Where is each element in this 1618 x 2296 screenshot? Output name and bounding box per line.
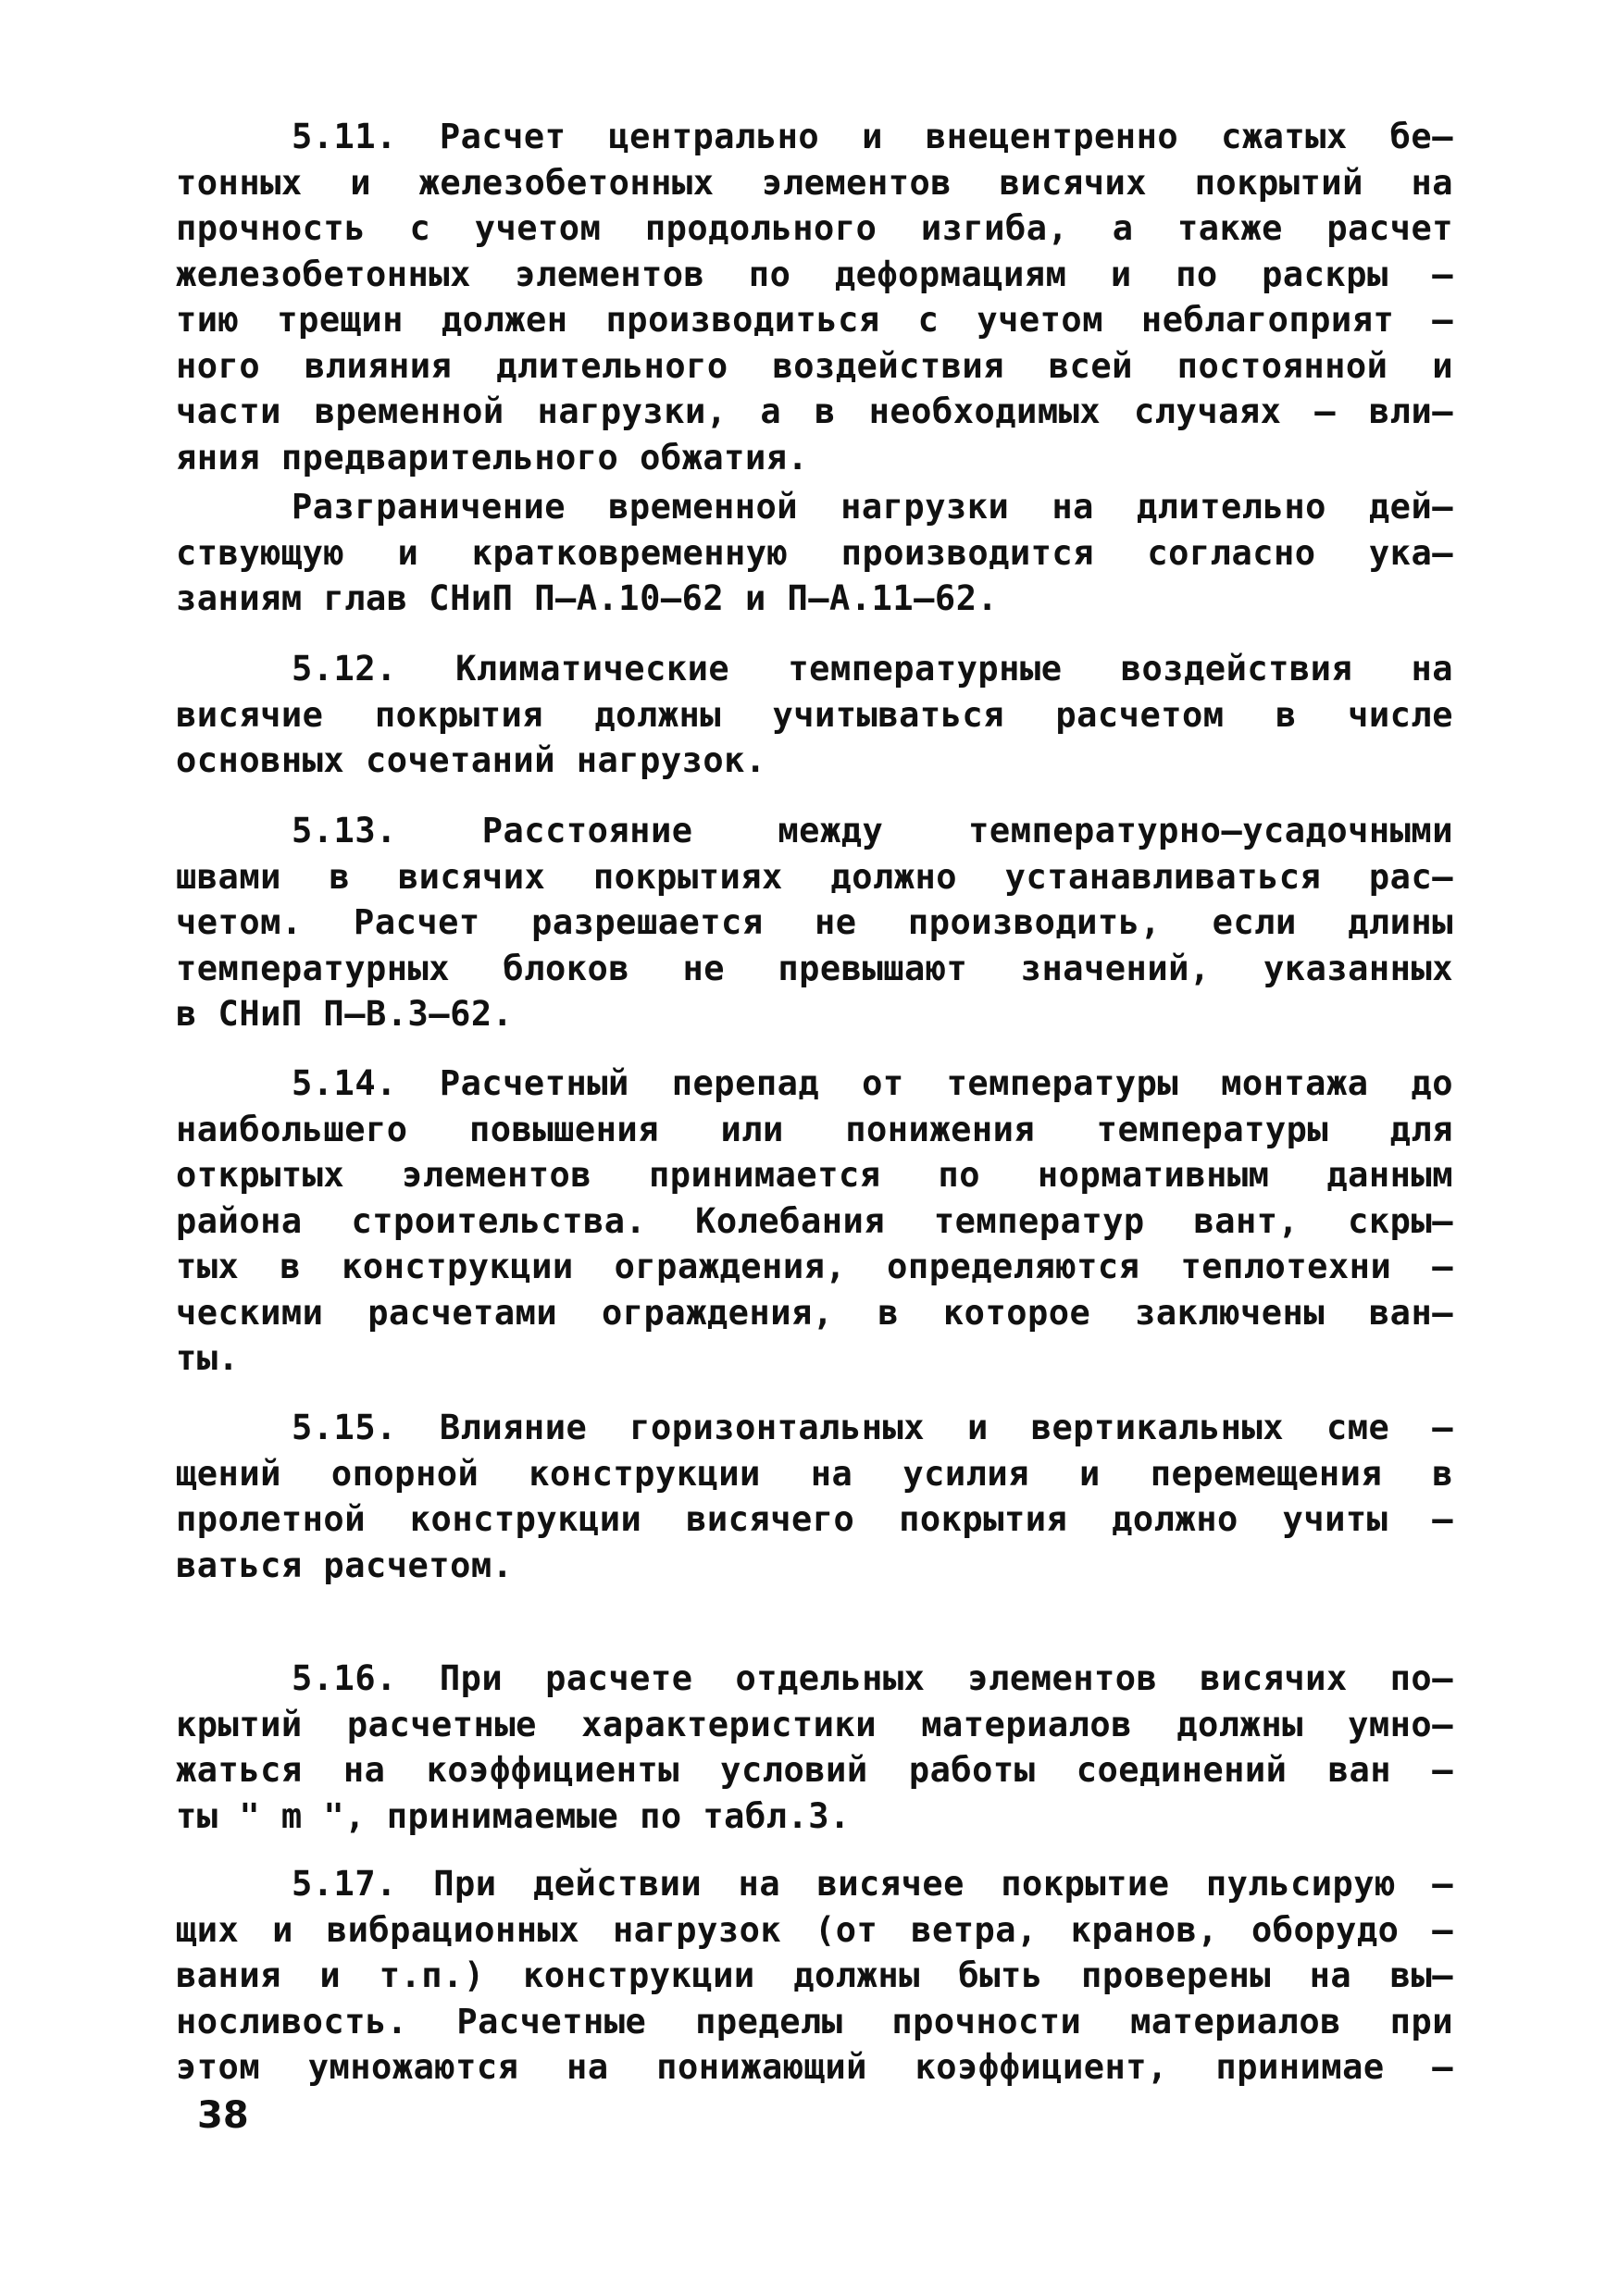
text-line: пролетной конструкции висячего покрытия должно учиты –: [176, 1499, 1453, 1539]
text-line: ты " m ", принимаемые по табл.3.: [176, 1795, 851, 1836]
paragraph-5-11: [176, 114, 1453, 480]
paragraph-5-13: [176, 808, 1453, 1037]
text-line: щих и вибрационных нагрузок (от ветра, кранов, оборудо –: [176, 1909, 1453, 1950]
text-line: наибольшего повышения или понижения температуры для: [176, 1109, 1453, 1149]
text-line: этом умножаются на понижающий коэффициент, принимае –: [176, 2047, 1453, 2087]
text-line: тых в конструкции ограждения, определяются теплотехни –: [176, 1247, 1453, 1286]
paragraph-5-15: [176, 1405, 1453, 1588]
text-line: 5.13. Расстояние между температурно–усадочными: [292, 811, 1453, 850]
text-line: яния предварительного обжатия.: [176, 437, 809, 478]
text-line: 5.12. Климатические температурные воздействия на: [292, 649, 1453, 689]
text-line: жаться на коэффициенты условий работы соединений ван –: [176, 1750, 1453, 1790]
paragraph-5-17: [176, 1861, 1453, 2091]
text-line: ваться расчетом.: [176, 1545, 514, 1585]
text-line: ствующую и кратковременную производится согласно ука–: [176, 532, 1453, 573]
text-line: вания и т.п.) конструкции должны быть проверены на вы–: [176, 1955, 1453, 1995]
text-line: ного влияния длительного воздействия всей постоянной и: [176, 345, 1453, 386]
text-line: 5.16. При расчете отдельных элементов висячих по–: [292, 1658, 1453, 1698]
text-line: 5.11. Расчет центрально и внецентренно сжатых бе–: [292, 117, 1453, 156]
text-line: температурных блоков не превышают значений, указанных: [176, 948, 1453, 988]
text-line: висячие покрытия должны учитываться расчетом в числе: [176, 694, 1453, 735]
text-line: тонных и железобетонных элементов висячих покрытий на: [176, 162, 1453, 203]
text-line: в СНиП П–В.3–62.: [176, 994, 514, 1034]
text-line: ты.: [176, 1338, 240, 1378]
text-line: открытых элементов принимается по нормативным данным: [176, 1155, 1453, 1195]
text-line: района строительства. Колебания температур вант, скры–: [176, 1200, 1453, 1241]
text-line: железобетонных элементов по деформациям и по раскры –: [176, 254, 1453, 294]
text-line: носливость. Расчетные пределы прочности материалов при: [176, 2001, 1453, 2042]
text-line: прочность с учетом продольного изгиба, а также расчет: [176, 208, 1453, 248]
text-line: заниям глав СНиП П–А.10–62 и П–А.11–62.: [176, 578, 999, 618]
text-line: части временной нагрузки, а в необходимых случаях – вли–: [176, 391, 1453, 431]
text-line: 5.15. Влияние горизонтальных и вертикальных сме –: [292, 1408, 1453, 1447]
paragraph-5-14: [176, 1061, 1453, 1382]
text-line: швами в висячих покрытиях должно устанавливаться рас–: [176, 856, 1453, 897]
text-line: четом. Расчет разрешается не производить, если длины: [176, 902, 1453, 942]
text-line: щений опорной конструкции на усилия и перемещения в: [176, 1453, 1453, 1494]
text-line: Разграничение временной нагрузки на длительно дей–: [292, 487, 1453, 527]
paragraph-5-11-continued: [176, 484, 1453, 622]
text-line: ческими расчетами ограждения, в которое заключены ван–: [176, 1292, 1453, 1333]
text-line: тию трещин должен производиться с учетом неблагоприят –: [176, 300, 1453, 340]
text-line: 5.14. Расчетный перепад от температуры монтажа до: [292, 1063, 1453, 1103]
page-number: 38: [197, 2094, 249, 2137]
paragraph-5-12: [176, 646, 1453, 784]
text-line: 5.17. При действии на висячее покрытие пульсирую –: [292, 1864, 1453, 1904]
text-line: основных сочетаний нагрузок.: [176, 740, 766, 780]
paragraph-5-16: [176, 1656, 1453, 1839]
text-line: крытий расчетные характеристики материалов должны умно–: [176, 1704, 1453, 1744]
